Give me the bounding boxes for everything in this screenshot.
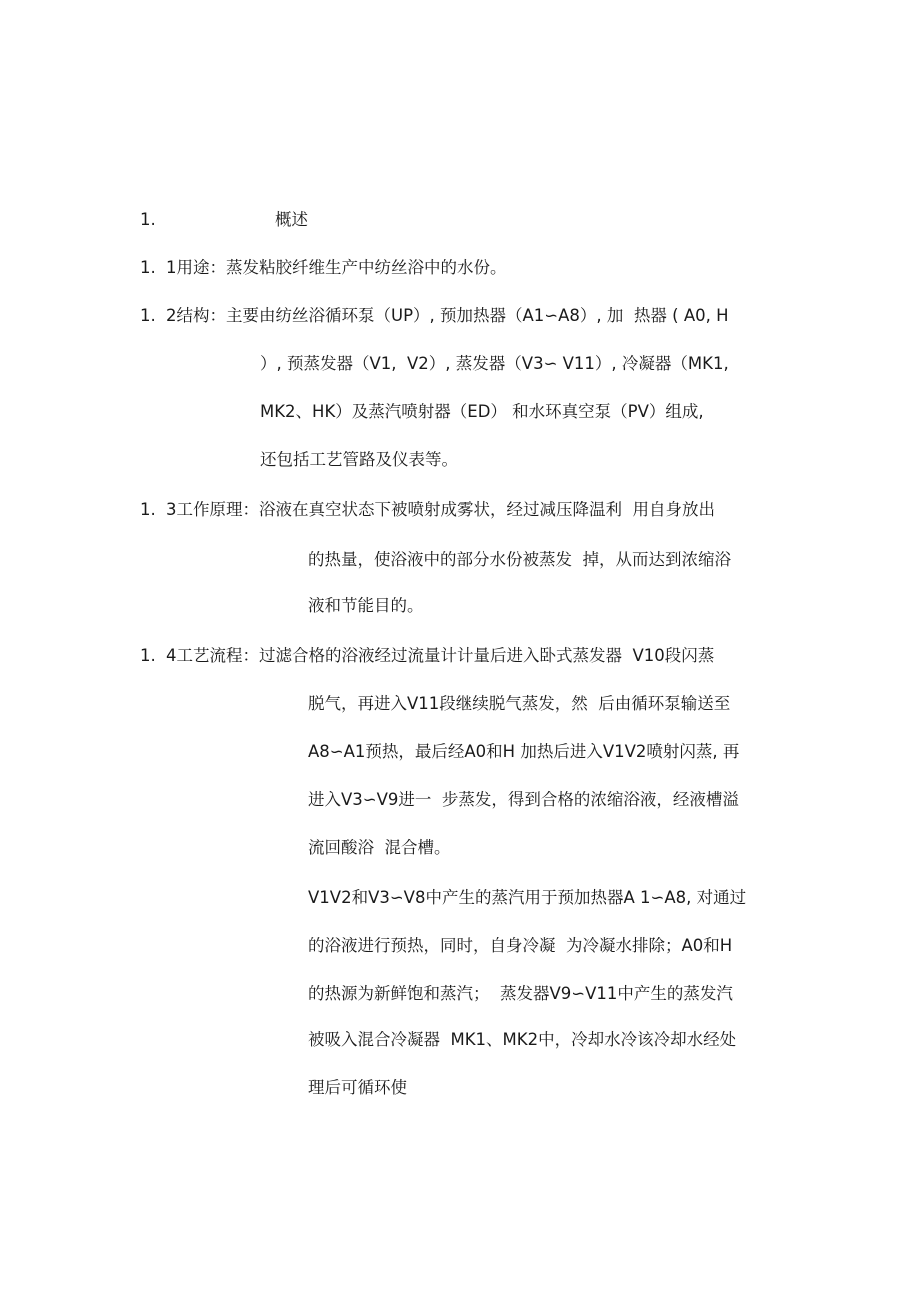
section-line: 2结构：主要由纺丝浴循环泵（UP）, 预加热器（A1∽A8）, 加 热器 ( A0, H — [166, 306, 729, 325]
section-number: 1. — [140, 306, 156, 325]
section-line: 的浴液进行预热，同时，自身冷凝 为冷凝水排除；A0和H — [308, 936, 733, 955]
section-line: 的热量，使浴液中的部分水份被蒸发 掉，从而达到浓缩浴 — [308, 550, 731, 569]
heading-title: 概述 — [275, 210, 308, 229]
section-line: 的热源为新鲜饱和蒸汽； 蒸发器V9∽V11中产生的蒸发汽 — [308, 984, 733, 1003]
section-line: MK2、HK）及蒸汽喷射器（ED） 和水环真空泵（PV）组成, — [260, 402, 704, 421]
section-number: 1. — [140, 258, 156, 277]
section-line: 进入V3∽V9进一 步蒸发，得到合格的浓缩浴液，经液槽溢 — [308, 790, 739, 809]
section-line: ）, 预蒸发器（V1, V2）, 蒸发器（V3∽ V11）, 冷凝器（MK1, — [260, 354, 729, 373]
section-line: 3工作原理：浴液在真空状态下被喷射成雾状，经过减压降温利 用自身放出 — [166, 500, 715, 519]
section-line: 还包括工艺管路及仪表等。 — [260, 450, 458, 469]
section-number: 1. — [140, 646, 156, 665]
section-line: 流回酸浴 混合槽。 — [308, 838, 451, 857]
section-line: V1V2和V3∽V8中产生的蒸汽用于预加热器A 1∽A8, 对通过 — [308, 888, 747, 907]
section-line: A8∽A1预热，最后经A0和H 加热后进入V1V2喷射闪蒸, 再 — [308, 742, 740, 761]
section-line: 1用途：蒸发粘胶纤维生产中纺丝浴中的水份。 — [166, 258, 507, 277]
section-line: 理后可循环使 — [308, 1078, 407, 1097]
section-number: 1. — [140, 500, 156, 519]
section-line: 被吸入混合冷凝器 MK1、MK2中，冷却水冷该冷却水经处 — [308, 1030, 737, 1049]
heading-number: 1. — [140, 210, 156, 229]
section-line: 液和节能目的。 — [308, 596, 424, 615]
section-line: 脱气，再进入V11段继续脱气蒸发，然 后由循环泵输送至 — [308, 694, 731, 713]
section-line: 4工艺流程：过滤合格的浴液经过流量计计量后进入卧式蒸发器 V10段闪蒸 — [166, 646, 715, 665]
